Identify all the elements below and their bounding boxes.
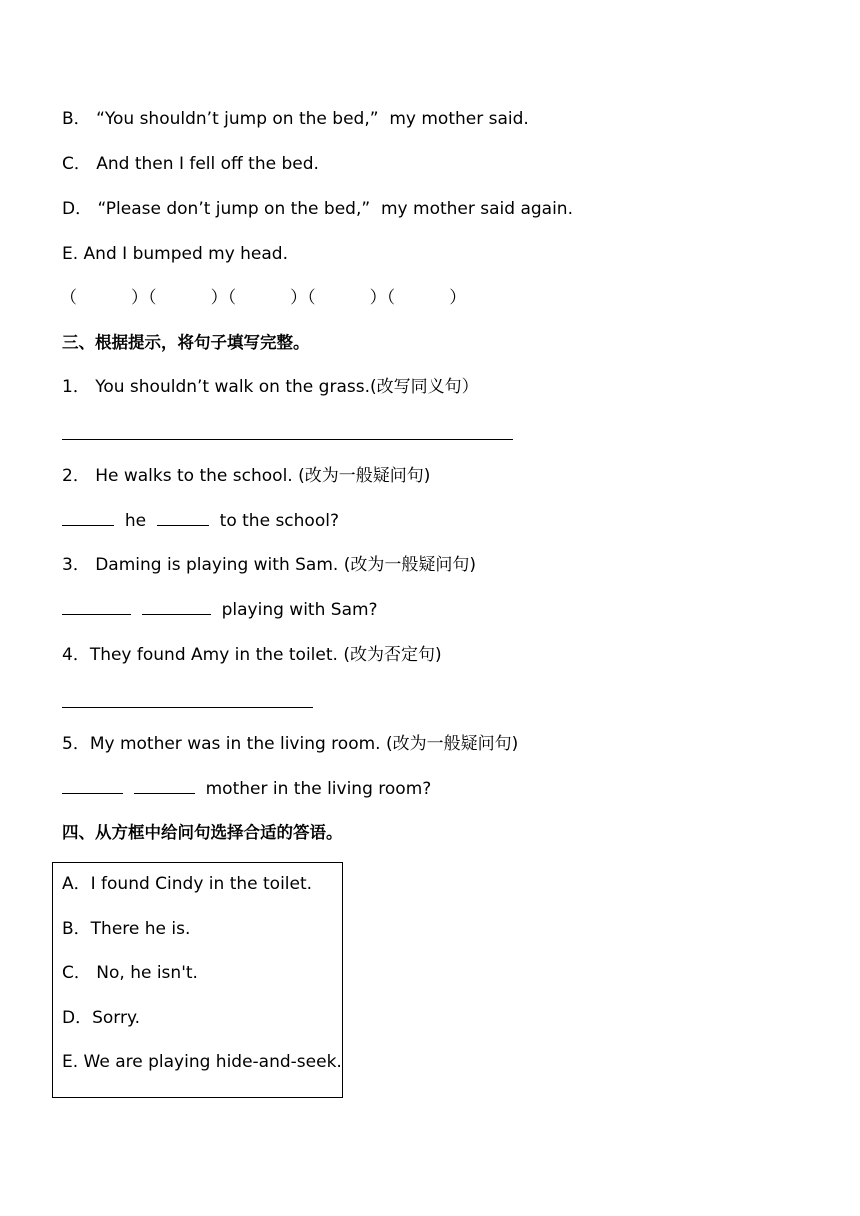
section-4-heading: 四、从方框中给问句选择合适的答语。 — [62, 823, 343, 842]
blank[interactable] — [142, 599, 211, 615]
answer-3 — [62, 599, 378, 621]
blank[interactable] — [157, 510, 209, 526]
question-2: 2． He walks to the school. (改为一般疑问句) — [62, 466, 431, 486]
answer-5 — [62, 778, 431, 800]
blank[interactable] — [134, 778, 195, 794]
answer-2 — [62, 510, 339, 532]
option-d: D．Sorry. — [62, 1008, 141, 1028]
option-e: E. We are playing hide-and-seek. — [62, 1052, 342, 1072]
option-a: A．I found Cindy in the toilet. — [62, 874, 313, 894]
blank[interactable] — [62, 510, 114, 526]
q2-word-he: he — [124, 511, 147, 531]
item-c: C． And then I fell off the bed. — [62, 154, 319, 174]
answer-line-1[interactable] — [62, 439, 513, 440]
option-b: B．There he is. — [62, 919, 191, 939]
option-c: C． No, he isn't. — [62, 963, 198, 983]
blank[interactable] — [62, 778, 123, 794]
section-3-heading: 三、根据提示，将句子填写完整。 — [62, 333, 310, 352]
item-e: E. And I bumped my head. — [62, 244, 289, 264]
order-answer-row: （ ）（ ）（ ）（ ）（ ） — [60, 288, 467, 308]
q2-tail: to the school? — [219, 511, 339, 531]
blank[interactable] — [62, 599, 131, 615]
answer-line-4[interactable] — [62, 707, 313, 708]
q3-tail: playing with Sam? — [221, 600, 378, 620]
q5-tail: mother in the living room? — [205, 779, 432, 799]
question-5: 5．My mother was in the living room. (改为一般疑问句) — [62, 734, 519, 754]
item-b: B． “You shouldn’t jump on the bed,” my mother said. — [62, 109, 529, 129]
question-1: 1． You shouldn’t walk on the grass.(改写同义句） — [62, 377, 479, 397]
question-4: 4．They found Amy in the toilet. (改为否定句) — [62, 645, 442, 665]
item-d: D． “Please don’t jump on the bed,” my mother said again. — [62, 199, 573, 219]
question-3: 3． Daming is playing with Sam. (改为一般疑问句) — [62, 555, 476, 575]
